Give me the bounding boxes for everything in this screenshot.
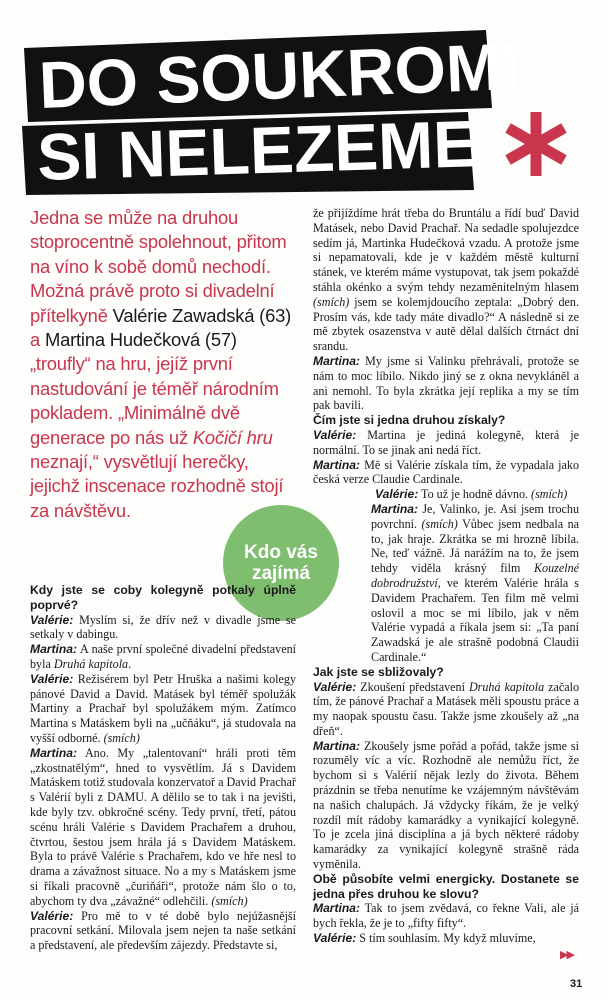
answer-text: Martina je jediná kolegyně, která je normální. To se jinak ani nedá říct.	[313, 427, 579, 457]
answer-text: To už je hodně dávno.	[418, 487, 532, 502]
answer-text: jsem se kolemjdoucího zeptala: „Dobrý den. Prosím vás, kde tady máte divadlo?“ A následně si ze mě zbytek osazenstva v autě dělal dalších čtrnáct dní srandu.	[313, 294, 579, 354]
laugh-note: (smích)	[103, 730, 140, 745]
answer-text: Mě si Valérie získala tím, že vypadala jako česká verze Claudie Cardinale.	[313, 457, 579, 487]
answer	[313, 502, 579, 665]
answer	[313, 458, 579, 488]
answer	[313, 901, 579, 931]
play-title: Druhá kapitola	[53, 656, 129, 671]
film-title: Kouzelné dobrodružství	[371, 561, 579, 590]
question: Kdy jste se coby kolegyně potkaly úplně poprvé?	[30, 583, 296, 612]
lead-name-valerie: Valérie Zawadská (63)	[112, 304, 292, 326]
lead-play-title: Kočičí hru	[192, 426, 273, 448]
answer-text: My jsme si Valinku přehrávali, protože se nám to moc líbilo. Nikdo jiný se z okna nevykláněl a ani nemohl. To byla zkrátka její replika a my se tím pak bavili.	[313, 353, 579, 413]
answer	[313, 487, 579, 502]
answer	[313, 354, 579, 413]
headline-line1: DO SOUKROMÍ	[37, 30, 521, 122]
answer-text: Vůbec jsem nedbala na to, jak hraje. Zkrátka se mi hrozně líbila. Ne, teď vážně. Já narážím na to, že jsem tehdy viděla krásný film	[371, 516, 579, 576]
headline	[16, 30, 546, 195]
answer-text: S tím souhlasím. My když mluvíme,	[356, 931, 536, 946]
answer-text: Ano. My „talentovaní“ hráli proti těm „zkostnatělým“, hned to vysvětlím. Já s Davidem Matáskem totiž studovala konzervatoř a David Prachař s Valérií byli z DAMU. A dělilo se to tak i na jevišti, kde byly tzv. obkročné scény. Tedy první, třetí, pátou scénu hráli Valérie s Davidem Prachařem a druhou, čtvrtou, šestou jsem hrála já s Davidem Matáskem. Byla to právě Valérie s Prachařem, kdo ve hře nesl to drama a závažnost situace. No a my s Matáskem jsme si říkali pracovně „čuriňáři“, protože nám šlo o to, abychom ty dva „závažné“ odlehčili.	[30, 745, 296, 908]
speaker-martina: Martina:	[371, 501, 419, 516]
article-column-right	[313, 206, 579, 946]
answer-text: Je, Valinko, je. Asi jsem trochu povrchní.	[371, 501, 579, 531]
speaker-valerie: Valérie:	[313, 931, 357, 946]
answer	[313, 206, 579, 354]
answer-text: začalo tím, že pánové Prachař a Matásek měli spoustu práce a my naopak spoustu času. Takže jsme zkoušely až „na dřeň“.	[313, 679, 579, 738]
speaker-valerie: Valérie:	[313, 427, 357, 442]
lead-text: neznají,“ vysvětlují herečky, jejichž inscenace rozhodně stojí za návštěvu.	[30, 451, 284, 521]
laugh-note: (smích)	[531, 487, 568, 502]
speaker-valerie: Valérie:	[30, 612, 74, 627]
speaker-martina: Martina:	[313, 353, 361, 368]
speaker-martina: Martina:	[313, 738, 361, 753]
badge-line1: Kdo vás	[244, 542, 318, 563]
question: Jak jste se sbližovaly?	[313, 664, 444, 679]
question: Obě působíte velmi energicky. Dostanete se jedna přes druhou ke slovu?	[313, 871, 579, 901]
answer	[313, 931, 579, 946]
article-column-left	[30, 583, 296, 953]
play-title: Druhá kapitola	[468, 679, 545, 694]
lead-name-martina: Martina Hudečková (57)	[44, 329, 237, 351]
answer: Martina: A naše první společné divadelní představení byla Druhá kapitola.	[30, 642, 296, 671]
answer	[30, 746, 296, 909]
answer	[30, 672, 296, 746]
headline-graphic	[16, 30, 546, 195]
speaker-valerie: Valérie:	[30, 671, 74, 686]
badge-line2: zajímá	[251, 563, 311, 584]
lead-text: Jedna se může na druhou stoprocentně spolehnout, přitom na víno k sobě domů nechodí. Možná právě proto si divadelní přítelkyně	[30, 207, 287, 326]
page-number: 31	[570, 978, 583, 990]
headline-line2: SI NELEZEME	[36, 106, 479, 194]
laugh-note: (smích)	[421, 516, 458, 531]
speaker-martina: Martina:	[313, 901, 361, 916]
laugh-note: (smích)	[211, 893, 248, 908]
asterisk-icon	[500, 108, 572, 180]
answer	[313, 428, 579, 458]
lead-text: „troufly“ na hru, jejíž první nastudování je téměř národním pokladem. „Minimálně dvě generace po nás už	[30, 353, 279, 448]
answer	[313, 739, 579, 872]
answer	[30, 613, 296, 643]
speaker-valerie: Valérie:	[313, 679, 357, 694]
answer-text: , ve kterém Valérie hrála s Davidem Prachařem. Ten film mě velmi oslovil a moc se mi líbilo, jak v něm Valérie vypadá a říkala jsem si: „Ta paní Zawadská je ale strašně podobná Claudii Cardinale.“	[371, 575, 579, 664]
speaker-martina: Martina:	[30, 745, 78, 760]
answer-text: Pro mě to v té době bylo nejúžasnější pracovní setkání. Milovala jsem nejen ta naše setkání a představení, ale především zájezdy. Představte si,	[30, 908, 296, 953]
speaker-valerie: Valérie:	[30, 908, 74, 923]
speaker-martina: Martina:	[313, 457, 361, 472]
answer	[30, 909, 296, 953]
answer-text: Zkoušení představení	[356, 679, 469, 694]
answer-text: Zkoušely jsme pořád a pořád, takže jsme si rozuměly víc a víc. Rozhodně ale nemůžu říct, že bychom si s Valérií nějak lezly do života. Během prázdnin se třeba nenutíme ke vzájemným návštěvám na našich chalupách. Já vždycky říkám, že je velký rozdíl mít rádoby kamarádky a vynikající kolegyně. To je zcela jiná disciplína a já bych některé rádoby kamarádky za vynikající kolegyně strašně ráda vyměnila.	[313, 738, 579, 872]
continue-arrow-icon: ▶▶	[560, 949, 573, 961]
answer	[313, 680, 579, 739]
answer-text: že přijíždíme hrát třeba do Bruntálu a řídí buď David Matásek, nebo David Prachař. Na sedadle spolujezdce sedím já, Martinka Hudečková vzadu. A protože jsme si nepamatovali, kde je v každém městě kulturní stánek, ve kterém máme vystupovat, tak jsem pokaždé stáhla okénko a svým tehdy nezaměnitelným hlasem	[313, 206, 579, 294]
laugh-note: (smích)	[313, 294, 350, 309]
speaker-valerie: Valérie:	[375, 487, 419, 502]
speaker-martina: Martina:	[30, 642, 78, 657]
lead-paragraph	[30, 206, 298, 523]
lead-text: a	[30, 329, 45, 351]
answer-text: Režisérem byl Petr Hruška a našimi kolegy pánové David a David. Matásek byl téměř spolužák Martiny a Prachař byl spolužákem mým. Zatímco Martina s Matáskem byli na „učňáku“, já studovala na vyšší odborné.	[30, 671, 296, 745]
answer-text: Tak to jsem zvědavá, co řekne Vali, ale já bych řekla, že je to „fifty fifty“.	[313, 901, 579, 931]
answer-text: A naše první společné divadelní představení byla	[30, 642, 296, 671]
answer-text: Myslím si, že dřív než v divadle jsme se setkaly v dabingu.	[30, 612, 296, 642]
question: Čím jste si jedna druhou získaly?	[313, 413, 506, 428]
